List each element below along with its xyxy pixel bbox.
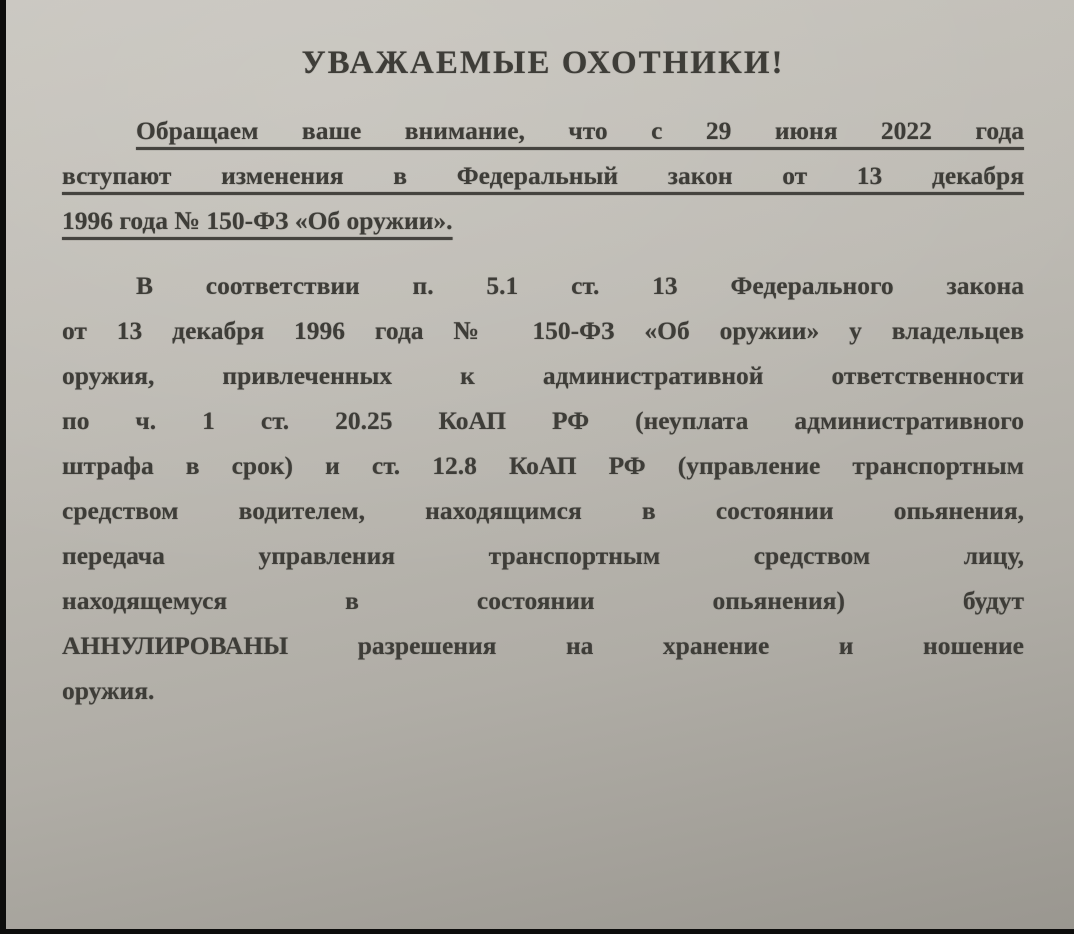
paper-sheet xyxy=(6,0,1074,929)
doc-line: оружия. xyxy=(62,676,155,705)
doc-line: находящемуся в состоянии опьянения) будут xyxy=(62,586,1024,615)
doc-line: 1996 года № 150-ФЗ «Об оружии». xyxy=(62,206,453,235)
doc-line: по ч. 1 ст. 20.25 КоАП РФ (неуплата административного xyxy=(62,406,1024,435)
paragraph-body xyxy=(62,263,1024,713)
notice-title: УВАЖАЕМЫЕ ОХОТНИКИ! xyxy=(301,45,785,81)
doc-line: оружия, привлеченных к административной ответственности xyxy=(62,361,1024,390)
doc-line: передача управления транспортным средством лицу, xyxy=(62,541,1024,570)
doc-line: вступают изменения в Федеральный закон от 13 декабря xyxy=(62,161,1024,190)
doc-line: от 13 декабря 1996 года № 150-ФЗ «Об оружии» у владельцев xyxy=(62,316,1024,345)
doc-line: Обращаем ваше внимание, что с 29 июня 2022 года xyxy=(136,116,1024,145)
doc-line: штрафа в срок) и ст. 12.8 КоАП РФ (управление транспортным xyxy=(62,451,1024,480)
doc-line: средством водителем, находящимся в состоянии опьянения, xyxy=(62,496,1024,525)
paragraph-intro xyxy=(62,108,1024,243)
doc-line: В соответствии п. 5.1 ст. 13 Федерального закона xyxy=(136,271,1024,300)
notice-document xyxy=(6,0,1074,713)
doc-line: АННУЛИРОВАНЫ разрешения на хранение и ношение xyxy=(62,631,1024,660)
